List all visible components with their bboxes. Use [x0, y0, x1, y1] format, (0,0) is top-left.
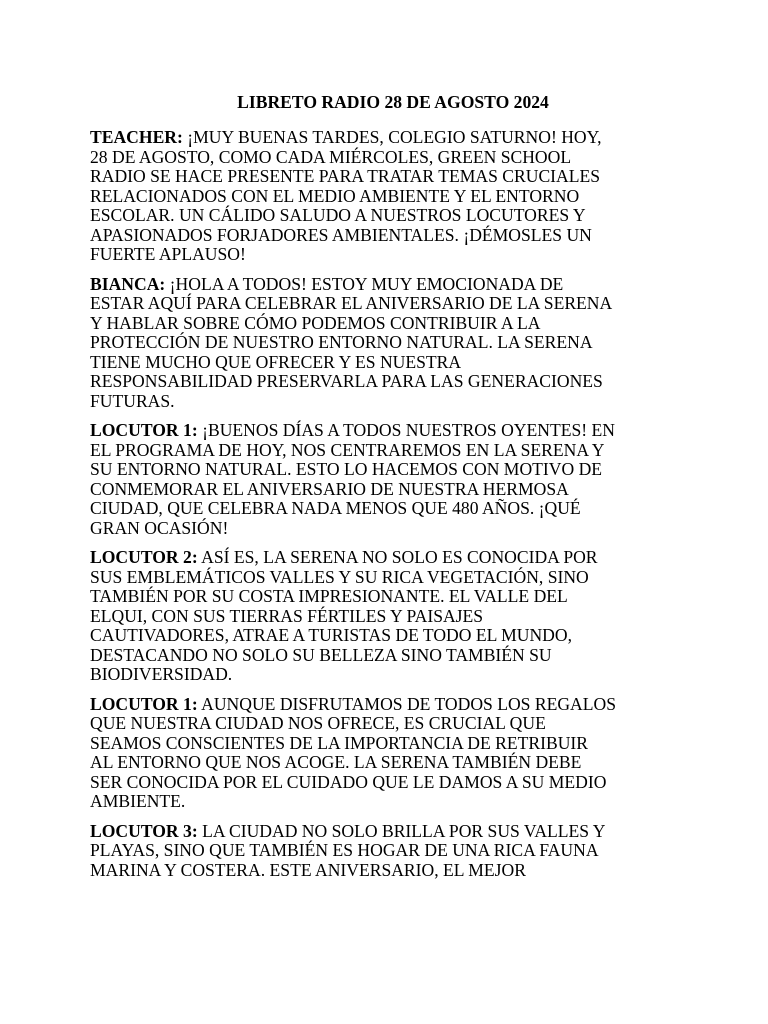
paragraph-text: LA CIUDAD NO SOLO BRILLA POR SUS VALLES Y PLAYAS, SINO QUE TAMBIÉN ES HOGAR DE UNA RICA FAUNA MARINA Y COSTERA. ESTE ANIVERSARIO, EL MEJOR [90, 820, 606, 880]
document-body [90, 90, 696, 890]
paragraph-text: ¡BUENOS DÍAS A TODOS NUESTROS OYENTES! EN EL PROGRAMA DE HOY, NOS CENTRAREMOS EN LA SERENA Y SU ENTORNO NATURAL. ESTO LO HACEMOS CON MOTIVO DE CONMEMORAR EL ANIVERSARIO DE NUESTRA HERMOSA CIUDAD, QUE CELEBRA NADA MENOS QUE 480 AÑOS. ¡QUÉ GRAN OCASIÓN! [90, 420, 615, 538]
paragraph-teacher [90, 128, 696, 265]
speaker-label: LOCUTOR 1: [90, 693, 198, 714]
paragraph-locutor-2 [90, 548, 696, 685]
paragraph-locutor-1-second [90, 695, 696, 812]
paragraph-locutor-1 [90, 421, 696, 538]
paragraph-text: AUNQUE DISFRUTAMOS DE TODOS LOS REGALOS QUE NUESTRA CIUDAD NOS OFRECE, ES CRUCIAL QUE SEAMOS CONSCIENTES DE LA IMPORTANCIA DE RETRIBUIR AL ENTORNO QUE NOS ACOGE. LA SERENA TAMBIÉN DEBE SER CONOCIDA POR EL CUIDADO QUE LE DAMOS A SU MEDIO AMBIENTE. [90, 693, 616, 811]
paragraph-text: ASÍ ES, LA SERENA NO SOLO ES CONOCIDA POR SUS EMBLEMÁTICOS VALLES Y SU RICA VEGETACIÓN, SINO TAMBIÉN POR SU COSTA IMPRESIONANTE. EL VALLE DEL ELQUI, CON SUS TIERRAS FÉRTILES Y PAISAJES CAUTIVADORES, ATRAE A TURISTAS DE TODO EL MUNDO, DESTACANDO NO SOLO SU BELLEZA SINO TAMBIÉN SU BIODIVERSIDAD. [90, 547, 598, 684]
paragraph-bianca [90, 275, 696, 412]
speaker-label: LOCUTOR 3: [90, 820, 198, 841]
paragraph-text: ¡HOLA A TODOS! ESTOY MUY EMOCIONADA DE ESTAR AQUÍ PARA CELEBRAR EL ANIVERSARIO DE LA SERENA Y HABLAR SOBRE CÓMO PODEMOS CONTRIBUIR A LA PROTECCIÓN DE NUESTRO ENTORNO NATURAL. LA SERENA TIENE MUCHO QUE OFRECER Y ES NUESTRA RESPONSABILIDAD PRESERVARLA PARA LAS GENERACIONES FUTURAS. [90, 273, 613, 411]
document-title: LIBRETO RADIO 28 DE AGOSTO 2024 [237, 92, 549, 112]
speaker-label: TEACHER: [90, 127, 183, 147]
paragraph-locutor-3 [90, 822, 696, 881]
speaker-label: LOCUTOR 2: [90, 547, 198, 567]
paragraph-text: ¡MUY BUENAS TARDES, COLEGIO SATURNO! HOY, 28 DE AGOSTO, COMO CADA MIÉRCOLES, GREEN SCHOOL RADIO SE HACE PRESENTE PARA TRATAR TEMAS CRUCIALES RELACIONADOS CON EL MEDIO AMBIENTE Y EL ENTORNO ESCOLAR. UN CÁLIDO SALUDO A NUESTROS LOCUTORES Y APASIONADOS FORJADORES AMBIENTALES. ¡DÉMOSLES UN FUERTE APLAUSO! [90, 127, 602, 264]
speaker-label: BIANCA: [90, 273, 166, 294]
speaker-label: LOCUTOR 1: [90, 420, 198, 440]
